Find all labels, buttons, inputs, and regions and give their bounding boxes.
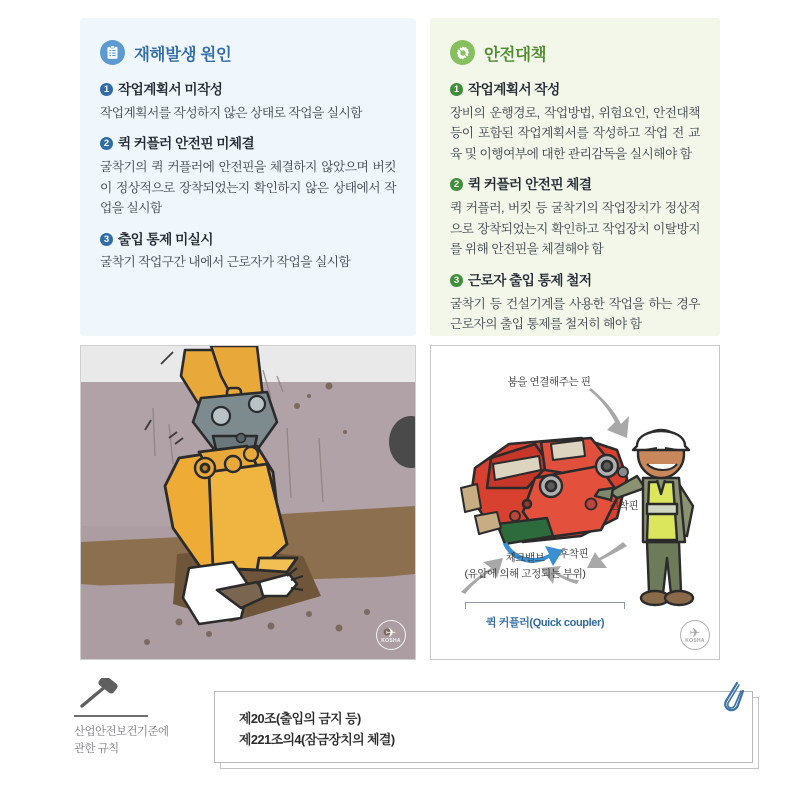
law-box — [214, 691, 753, 763]
panels-row — [80, 18, 720, 336]
measure-item-2 — [450, 175, 700, 259]
label-check-valve: 체크밸브 — [505, 552, 545, 564]
law-article-2: 제221조의4(잠금장치의 체결) — [239, 731, 395, 747]
illustrations-row — [80, 345, 720, 660]
label-check-valve-sub: (유압에 의해 고정되는 부위) — [464, 568, 586, 580]
cause-item-1-head — [100, 80, 396, 100]
cause-item-2-body: 굴착기의 퀵 커플러에 안전핀을 체결하지 않았으며 버킷이 정상적으로 장착되었는지 확인하지 않은 상태에서 작업을 실시함 — [100, 159, 396, 216]
kosha-watermark-right — [680, 620, 710, 650]
measure-item-2-head — [450, 175, 700, 195]
law-source-label-line1: 산업안전보건기준에 — [74, 726, 169, 738]
cause-item-1-number: 1 — [100, 83, 113, 96]
measure-item-1-title: 작업계획서 작성 — [468, 82, 560, 97]
cause-item-3-head — [100, 230, 396, 250]
measure-panel-header — [450, 40, 700, 65]
measure-item-1-head — [450, 80, 700, 100]
gear-safety-icon — [450, 40, 475, 65]
measure-item-1-body: 장비의 운행경로, 작업방법, 위험요인, 안전대책 등이 포함된 작업계획서를 작성하고 작업 전 교육 및 이행여부에 대한 관리감독을 실시해야 함 — [450, 105, 700, 161]
measure-item-2-number: 2 — [450, 178, 463, 191]
coupler-caption: 퀵 커플러(Quick coupler) — [485, 617, 605, 629]
label-front-pin: 전착핀 — [609, 500, 639, 512]
measure-panel-title: 안전대책 — [484, 45, 547, 64]
law-reference-row — [72, 678, 772, 778]
gavel-icon — [76, 678, 122, 714]
measure-item-3-number: 3 — [450, 274, 463, 287]
measure-item-1 — [450, 80, 700, 164]
kosha-watermark-left-text: KOSHA — [381, 637, 401, 644]
cause-item-2-title: 퀵 커플러 안전핀 미체결 — [118, 136, 255, 152]
measure-item-2-body: 퀵 커플러, 버킷 등 굴착기의 작업장치가 정상적으로 장착되었는지 확인하고 작업장치 이탈방지를 위해 안전핀을 체결해야 함 — [450, 201, 700, 257]
kosha-watermark-right-text: KOSHA — [685, 637, 705, 644]
cause-item-1 — [100, 80, 396, 123]
cause-item-3 — [100, 230, 396, 273]
cause-item-3-number: 3 — [100, 233, 113, 246]
cause-item-3-title: 출입 통제 미실시 — [118, 231, 213, 247]
law-source-label-line2: 관한 규칙 — [74, 742, 119, 755]
cause-item-1-body: 작업계획서를 작성하지 않은 상태로 작업을 실시함 — [100, 105, 363, 120]
cause-item-2-head — [100, 134, 396, 154]
measure-item-2-title: 퀵 커플러 안전핀 체결 — [468, 177, 592, 193]
paperclip-icon — [719, 679, 745, 715]
cause-item-2 — [100, 134, 396, 218]
cause-item-2-number: 2 — [100, 137, 113, 150]
measure-item-3-title: 근로자 출입 통제 철저 — [468, 272, 592, 288]
label-rear-pin: 후착핀 — [559, 548, 589, 560]
label-boom-pin: 붐을 연결해주는 핀 — [507, 376, 591, 388]
cause-item-1-title: 작업계획서 미작성 — [118, 82, 223, 97]
measure-panel — [430, 18, 720, 336]
coupler-diagram — [430, 345, 720, 660]
measure-item-1-number: 1 — [450, 83, 463, 96]
measure-item-3-body: 굴착기 등 건설기계를 사용한 작업을 하는 경우 근로자의 출입 통제를 철저히 해야 함 — [450, 296, 700, 332]
cause-panel — [80, 18, 416, 336]
law-article-1: 제20조(출입의 금지 등) — [239, 711, 361, 726]
cause-panel-title: 재해발생 원인 — [134, 45, 232, 64]
kosha-swoosh-left: ✈ — [385, 624, 397, 640]
law-box-wrapper — [214, 691, 759, 769]
kosha-swoosh-right: ✈ — [689, 624, 701, 640]
accident-illustration — [80, 345, 416, 660]
law-source — [72, 678, 202, 757]
gavel-underline — [74, 715, 148, 717]
cause-item-3-body: 굴착기 작업구간 내에서 근로자가 작업을 실시함 — [100, 255, 351, 270]
cause-panel-header — [100, 40, 396, 65]
measure-item-3-head — [450, 271, 700, 291]
caption-bracket — [465, 602, 625, 609]
measure-item-3 — [450, 271, 700, 335]
clipboard-icon — [100, 40, 125, 65]
kosha-watermark-left — [376, 620, 406, 650]
